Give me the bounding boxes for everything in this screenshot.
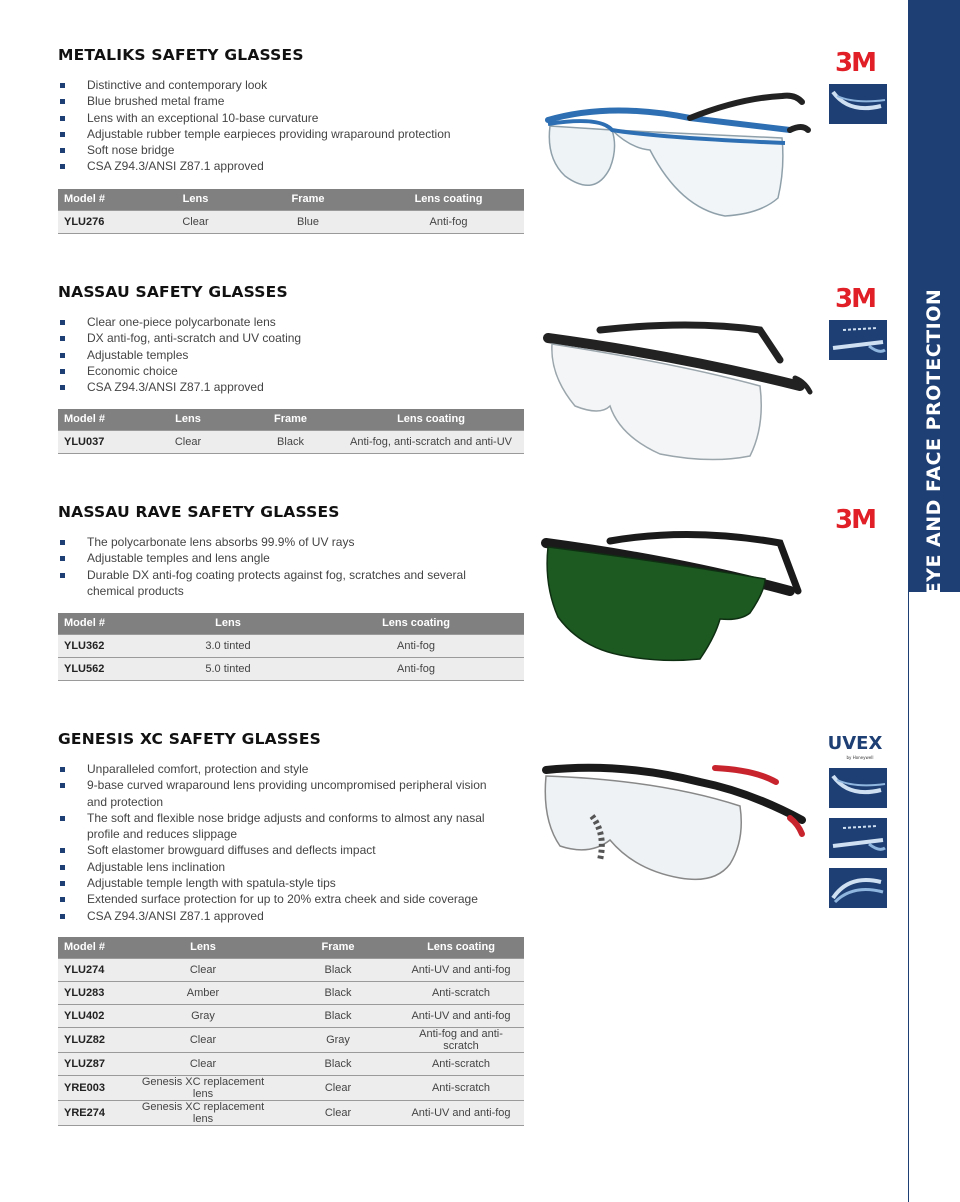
3m-logo (831, 284, 879, 310)
col-header-model: Model # (58, 937, 128, 958)
col-header-model: Model # (58, 409, 133, 430)
side-tab-label: EYE AND FACE PROTECTION (923, 288, 945, 596)
table-row (58, 1027, 524, 1052)
feature-item: The soft and flexible nose bridge adjusts and conforms to almost any nasal profile and reduces slippage (58, 810, 488, 843)
feature-item: 9-base curved wraparound lens providing uncompromised peripheral vision and protection (58, 777, 488, 810)
section-nassau-rave (58, 503, 528, 675)
cell-lens: Clear (128, 1027, 278, 1052)
section-metaliks (58, 46, 528, 228)
cell-frame: Black (278, 981, 398, 1004)
section-title: NASSAU SAFETY GLASSES (58, 283, 288, 301)
cell-lens: 3.0 tinted (148, 634, 308, 657)
feature-item: Adjustable temple length with spatula-style tips (58, 875, 488, 891)
cell-frame: Black (243, 430, 338, 453)
spec-table (58, 613, 524, 681)
feature-item: Extended surface protection for up to 20% extra cheek and side coverage (58, 891, 488, 907)
table-header-row (58, 613, 524, 634)
wraparound-lens-icon (829, 84, 887, 124)
cell-model: YLUZ87 (58, 1052, 128, 1075)
cell-lens: Clear (148, 210, 243, 233)
uvex-logo (820, 732, 890, 762)
cell-lens: Clear (128, 1052, 278, 1075)
cell-model: YLU362 (58, 634, 148, 657)
col-header-coating: Lens coating (338, 409, 524, 430)
cell-model: YLU402 (58, 1004, 128, 1027)
feature-item: Durable DX anti-fog coating protects against fog, scratches and several chemical products (58, 567, 488, 600)
table-row (58, 210, 524, 233)
col-header-coating: Lens coating (373, 189, 524, 210)
feature-item: Lens with an exceptional 10-base curvature (58, 110, 488, 126)
table-row (58, 1004, 524, 1027)
cell-frame: Black (278, 958, 398, 981)
table-row (58, 1075, 524, 1100)
spec-table (58, 937, 524, 1126)
cell-coating: Anti-UV and anti-fog (398, 958, 524, 981)
cell-model: YRE274 (58, 1100, 128, 1125)
cell-coating: Anti-fog and anti-scratch (398, 1027, 524, 1052)
genesis-xc-glasses-image (540, 760, 820, 895)
cell-model: YLU283 (58, 981, 128, 1004)
col-header-lens: Lens (148, 613, 308, 634)
feature-item: Adjustable temples (58, 347, 488, 363)
cell-frame: Gray (278, 1027, 398, 1052)
cell-coating: Anti-fog (308, 657, 524, 680)
col-header-coating: Lens coating (308, 613, 524, 634)
table-row (58, 958, 524, 981)
cell-model: YLU274 (58, 958, 128, 981)
3m-logo-text: 3M (835, 505, 875, 531)
feature-item: CSA Z94.3/ANSI Z87.1 approved (58, 908, 488, 924)
table-header-row (58, 937, 524, 958)
feature-item: CSA Z94.3/ANSI Z87.1 approved (58, 158, 488, 174)
cell-lens: Gray (128, 1004, 278, 1027)
cell-frame: Black (278, 1052, 398, 1075)
feature-item: The polycarbonate lens absorbs 99.9% of UV rays (58, 534, 488, 550)
cell-coating: Anti-scratch (398, 1075, 524, 1100)
table-header-row (58, 189, 524, 210)
col-header-model: Model # (58, 189, 148, 210)
feature-item: CSA Z94.3/ANSI Z87.1 approved (58, 379, 488, 395)
cell-lens: Clear (133, 430, 243, 453)
cell-frame: Clear (278, 1075, 398, 1100)
cell-model: YRE003 (58, 1075, 128, 1100)
spec-table (58, 409, 524, 454)
spec-table (58, 189, 524, 234)
uvex-logo-text: UVEX (827, 733, 883, 754)
cell-lens: Genesis XC replacement lens (128, 1100, 278, 1125)
nassau-rave-glasses-image (540, 525, 820, 665)
table-row (58, 1052, 524, 1075)
cell-coating: Anti-UV and anti-fog (398, 1004, 524, 1027)
nassau-glasses-image (540, 316, 820, 466)
cell-coating: Anti-scratch (398, 1052, 524, 1075)
section-title: NASSAU RAVE SAFETY GLASSES (58, 503, 340, 521)
table-row (58, 430, 524, 453)
col-header-lens: Lens (133, 409, 243, 430)
3m-logo (831, 505, 879, 531)
col-header-model: Model # (58, 613, 148, 634)
cell-lens: 5.0 tinted (148, 657, 308, 680)
cell-coating: Anti-fog (308, 634, 524, 657)
adjustable-temple-icon (829, 320, 887, 360)
feature-item: Adjustable lens inclination (58, 859, 488, 875)
3m-logo-text: 3M (835, 48, 875, 74)
feature-item: Adjustable rubber temple earpieces providing wraparound protection (58, 126, 488, 142)
feature-item: Distinctive and contemporary look (58, 77, 488, 93)
cell-frame: Blue (243, 210, 373, 233)
cell-model: YLU037 (58, 430, 133, 453)
feature-item: DX anti-fog, anti-scratch and UV coating (58, 330, 488, 346)
table-row (58, 634, 524, 657)
adjustable-temple-icon (829, 818, 887, 858)
uvex-logo-subtext: by Honeywell (846, 755, 874, 760)
col-header-frame: Frame (243, 409, 338, 430)
cell-coating: Anti-UV and anti-fog (398, 1100, 524, 1125)
feature-item: Unparalleled comfort, protection and style (58, 761, 488, 777)
col-header-frame: Frame (278, 937, 398, 958)
feature-item: Soft nose bridge (58, 142, 488, 158)
table-row (58, 981, 524, 1004)
cell-model: YLU276 (58, 210, 148, 233)
cell-lens: Clear (128, 958, 278, 981)
feature-item: Blue brushed metal frame (58, 93, 488, 109)
feature-item: Economic choice (58, 363, 488, 379)
cell-frame: Clear (278, 1100, 398, 1125)
cell-model: YLU562 (58, 657, 148, 680)
feature-list (58, 314, 528, 395)
col-header-lens: Lens (128, 937, 278, 958)
metaliks-glasses-image (540, 88, 820, 223)
wraparound-lens-icon (829, 768, 887, 808)
col-header-lens: Lens (148, 189, 243, 210)
section-title: GENESIS XC SAFETY GLASSES (58, 730, 322, 748)
cell-coating: Anti-fog, anti-scratch and anti-UV (338, 430, 524, 453)
cell-model: YLUZ82 (58, 1027, 128, 1052)
feature-list (58, 534, 528, 599)
col-header-coating: Lens coating (398, 937, 524, 958)
table-header-row (58, 409, 524, 430)
table-row (58, 657, 524, 680)
feature-item: Adjustable temples and lens angle (58, 550, 488, 566)
cell-coating: Anti-scratch (398, 981, 524, 1004)
table-row (58, 1100, 524, 1125)
section-title: METALIKS SAFETY GLASSES (58, 46, 304, 64)
browguard-icon (829, 868, 887, 908)
section-nassau (58, 283, 528, 448)
feature-item: Soft elastomer browguard diffuses and deflects impact (58, 842, 488, 858)
3m-logo-text: 3M (835, 284, 875, 310)
cell-frame: Black (278, 1004, 398, 1027)
feature-list (58, 77, 528, 175)
feature-item: Clear one-piece polycarbonate lens (58, 314, 488, 330)
cell-lens: Genesis XC replacement lens (128, 1075, 278, 1100)
col-header-frame: Frame (243, 189, 373, 210)
3m-logo (831, 48, 879, 74)
section-genesis-xc (58, 730, 528, 1125)
cell-lens: Amber (128, 981, 278, 1004)
cell-coating: Anti-fog (373, 210, 524, 233)
feature-list (58, 761, 528, 924)
